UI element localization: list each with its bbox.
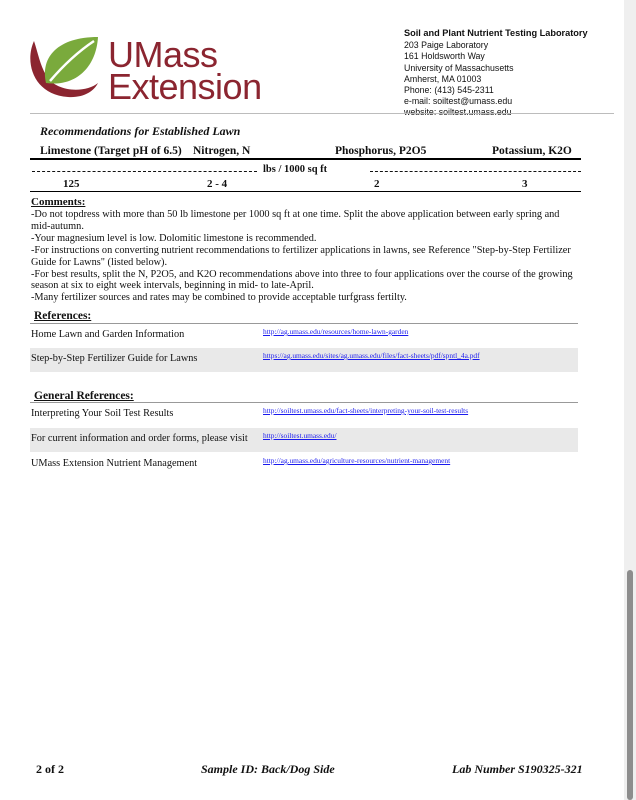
references-heading: References: <box>34 310 92 322</box>
col-nitrogen: Nitrogen, N <box>193 145 251 157</box>
value-nitrogen: 2 - 4 <box>207 178 228 190</box>
reference-link[interactable]: http://soiltest.umass.edu/fact-sheets/interpreting-your-soil-test-results <box>263 406 469 415</box>
recommendations-title: Recommendations for Established Lawn <box>40 124 241 138</box>
dash-divider-left <box>32 171 257 172</box>
general-reference-row <box>30 428 578 452</box>
comment-line: -Many fertilizer sources and rates may be combined to provide acceptable turfgrass fertilty. <box>31 292 407 304</box>
phone-line: Phone: (413) 545-2311 <box>404 85 494 96</box>
scrollbar-thumb[interactable] <box>627 570 633 800</box>
sample-id: Sample ID: Back/Dog Side <box>201 762 335 776</box>
lab-number: Lab Number S190325-321 <box>452 762 583 776</box>
lab-address-block <box>404 28 588 119</box>
page-number: 2 of 2 <box>36 762 64 776</box>
brand-extension: Extension <box>108 66 262 107</box>
general-reference-row <box>30 453 578 477</box>
address-line: University of Massachusetts <box>404 62 514 73</box>
col-potassium: Potassium, K2O <box>492 145 572 157</box>
col-limestone: Limestone (Target pH of 6.5) <box>40 145 182 157</box>
value-phosphorus: 2 <box>374 178 380 190</box>
table-bottom-rule <box>30 191 581 192</box>
reference-link[interactable]: http://ag.umass.edu/resources/home-lawn-garden <box>263 327 409 336</box>
header-divider <box>30 113 614 114</box>
comment-line: -For best results, split the N, P2O5, and K2O recommendations above into three to four applications over the course of the growing season at six to eight week intervals, beginning in mid- to late-April. <box>31 268 573 292</box>
address-line: 161 Holdsworth Way <box>404 51 485 62</box>
reference-link[interactable]: http://ag.umass.edu/agriculture-resources/nutrient-management <box>263 456 451 465</box>
reference-link[interactable]: http://soiltest.umass.edu/ <box>263 431 337 440</box>
table-top-rule <box>30 158 581 160</box>
lab-name: Soil and Plant Nutrient Testing Laboratory <box>404 28 588 38</box>
reference-row <box>30 324 578 348</box>
reference-link[interactable]: https://ag.umass.edu/sites/ag.umass.edu/files/fact-sheets/pdf/spntl_4a.pdf <box>263 351 480 360</box>
dash-divider-right <box>370 171 581 172</box>
units-label: lbs / 1000 sq ft <box>263 164 328 175</box>
reference-label: UMass Extension Nutrient Management <box>31 458 198 469</box>
comment-line: -Your magnesium level is low. Dolomitic limestone is recommended. <box>31 232 317 244</box>
general-references-heading: General References: <box>34 390 134 402</box>
address-line: Amherst, MA 01003 <box>404 73 482 84</box>
reference-label: For current information and order forms, please visit <box>31 433 248 444</box>
col-phosphorus: Phosphorus, P2O5 <box>335 145 427 157</box>
comment-line: -For instructions on converting nutrient recommendations to fertilizer applications in lawns, see Reference "Step-by-Step Fertilizer Guide for Lawns" (listed below). <box>31 244 571 268</box>
general-reference-row <box>30 403 578 427</box>
comment-line: -Do not topdress with more than 50 lb limestone per 1000 sq ft at one time. Split the above application between early spring and mid-autumn. <box>31 209 560 232</box>
comments-body <box>31 209 581 304</box>
reference-label: Home Lawn and Garden Information <box>31 329 185 340</box>
address-line: 203 Paige Laboratory <box>404 40 489 51</box>
comments-heading: Comments: <box>31 196 86 208</box>
value-limestone: 125 <box>63 178 80 190</box>
reference-label: Step-by-Step Fertilizer Guide for Lawns <box>31 353 198 364</box>
email-line: e-mail: soiltest@umass.edu <box>404 96 513 107</box>
value-potassium: 3 <box>522 178 528 190</box>
reference-row <box>30 348 578 372</box>
brand-umass: UMass <box>108 34 218 75</box>
reference-label: Interpreting Your Soil Test Results <box>31 408 174 419</box>
